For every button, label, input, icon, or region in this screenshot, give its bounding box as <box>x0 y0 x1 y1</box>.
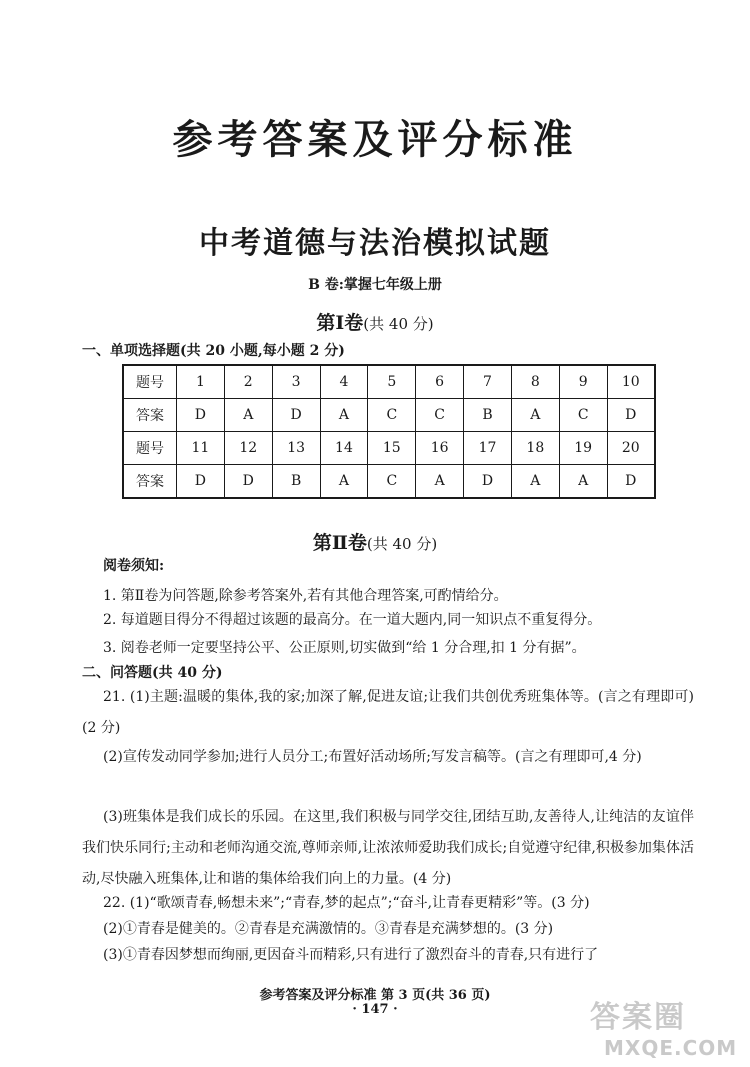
table-header-question: 题号 <box>123 365 177 399</box>
table-cell-number: 17 <box>464 432 512 465</box>
table-cell-number: 5 <box>368 365 416 399</box>
exam-title: 中考道德与法治模拟试题 <box>199 226 551 261</box>
answer-22-3: (3)①青春因梦想而绚丽,更因奋斗而精彩,只有进行了激烈奋斗的青春,只有进行了 <box>103 947 599 963</box>
part-1-score: (共 40 分) <box>363 315 434 333</box>
part-1-title: 第Ⅰ卷 <box>316 312 364 334</box>
table-cell-number: 18 <box>511 432 559 465</box>
watermark-url: MXQE.COM <box>604 1036 738 1060</box>
part-2-score: (共 40 分) <box>366 535 438 553</box>
table-header-answer: 答案 <box>123 465 177 499</box>
table-row-answers-1 <box>123 399 655 432</box>
running-footer: 参考答案及评分标准 第 3 页(共 36 页) <box>259 988 491 1003</box>
table-cell-number: 4 <box>320 365 368 399</box>
table-cell-answer: D <box>607 465 655 499</box>
volume-b-label: B 卷:掌握七年级上册 <box>308 277 442 293</box>
table-cell-number: 1 <box>177 365 225 399</box>
table-cell-answer: B <box>272 465 320 499</box>
section-2-heading: 二、问答题(共 40 分) <box>82 665 223 681</box>
table-cell-answer: B <box>464 399 512 432</box>
table-cell-answer: C <box>368 399 416 432</box>
table-cell-number: 3 <box>272 365 320 399</box>
table-cell-number: 2 <box>224 365 272 399</box>
table-cell-number: 15 <box>368 432 416 465</box>
table-row-numbers-2 <box>123 432 655 465</box>
table-row-numbers-1 <box>123 365 655 399</box>
notice-item-3: 3. 阅卷老师一定要坚持公平、公正原则,切实做到“给 1 分合理,扣 1 分有据”。 <box>103 640 586 656</box>
answer-22-2: (2)①青春是健美的。②青春是充满激情的。③青春是充满梦想的。(3 分) <box>103 921 554 937</box>
document-title: 参考答案及评分标准 <box>172 116 578 163</box>
answer-21-1: 21. (1)主题:温暖的集体,我的家;加深了解,促进友谊;让我们共创优秀班集体等。(言之有理即可)(2 分) <box>82 689 694 736</box>
watermark-text: 答案圈 <box>590 1000 686 1035</box>
answer-21-3: (3)班集体是我们成长的乐园。在这里,我们积极与同学交往,团结互助,友善待人,让纯洁的友谊伴我们快乐同行;主动和老师沟通交流,尊师亲师,让浓浓师爱助我们成长;自觉遵守纪律,积极参加集体活动,尽快融入班集体,让和谐的集体给我们向上的力量。(4 分) <box>82 809 694 887</box>
table-cell-answer: C <box>368 465 416 499</box>
table-cell-number: 20 <box>607 432 655 465</box>
table-row-answers-2 <box>123 465 655 499</box>
table-cell-answer: A <box>320 399 368 432</box>
table-header-answer: 答案 <box>123 399 177 432</box>
table-cell-number: 10 <box>607 365 655 399</box>
watermark-logo <box>590 1000 750 1066</box>
table-cell-answer: D <box>177 465 225 499</box>
table-cell-number: 14 <box>320 432 368 465</box>
answer-table <box>122 364 656 499</box>
table-cell-number: 7 <box>464 365 512 399</box>
table-cell-answer: A <box>511 465 559 499</box>
part-2-title: 第Ⅱ卷 <box>312 532 367 554</box>
table-cell-number: 19 <box>559 432 607 465</box>
table-cell-answer: A <box>559 465 607 499</box>
table-cell-answer: A <box>416 465 464 499</box>
table-cell-number: 12 <box>224 432 272 465</box>
notice-item-1: 1. 第Ⅱ卷为问答题,除参考答案外,若有其他合理答案,可酌情给分。 <box>103 588 508 604</box>
table-cell-answer: A <box>320 465 368 499</box>
table-cell-answer: D <box>272 399 320 432</box>
table-cell-answer: D <box>464 465 512 499</box>
answer-21-2: (2)宣传发动同学参加;进行人员分工;布置好活动场所;写发言稿等。(言之有理即可,4 分) <box>103 749 642 765</box>
table-cell-answer: D <box>224 465 272 499</box>
table-cell-number: 13 <box>272 432 320 465</box>
table-cell-answer: D <box>607 399 655 432</box>
table-cell-number: 6 <box>416 365 464 399</box>
part-1-heading <box>0 308 750 335</box>
notice-item-2: 2. 每道题目得分不得超过该题的最高分。在一道大题内,同一知识点不重复得分。 <box>103 612 602 628</box>
table-cell-answer: C <box>559 399 607 432</box>
page-number: · 147 · <box>352 1002 398 1017</box>
table-cell-number: 11 <box>177 432 225 465</box>
notice-title: 阅卷须知: <box>103 558 165 574</box>
table-cell-answer: C <box>416 399 464 432</box>
section-1-heading: 一、单项选择题(共 20 小题,每小题 2 分) <box>82 343 345 359</box>
table-header-question: 题号 <box>123 432 177 465</box>
table-cell-answer: A <box>224 399 272 432</box>
table-cell-number: 9 <box>559 365 607 399</box>
table-cell-number: 16 <box>416 432 464 465</box>
table-cell-answer: A <box>511 399 559 432</box>
answer-22-1: 22. (1)“歌颂青春,畅想未来”;“青春,梦的起点”;“奋斗,让青春更精彩”等。(3 分) <box>103 895 590 911</box>
table-cell-number: 8 <box>511 365 559 399</box>
table-cell-answer: D <box>177 399 225 432</box>
